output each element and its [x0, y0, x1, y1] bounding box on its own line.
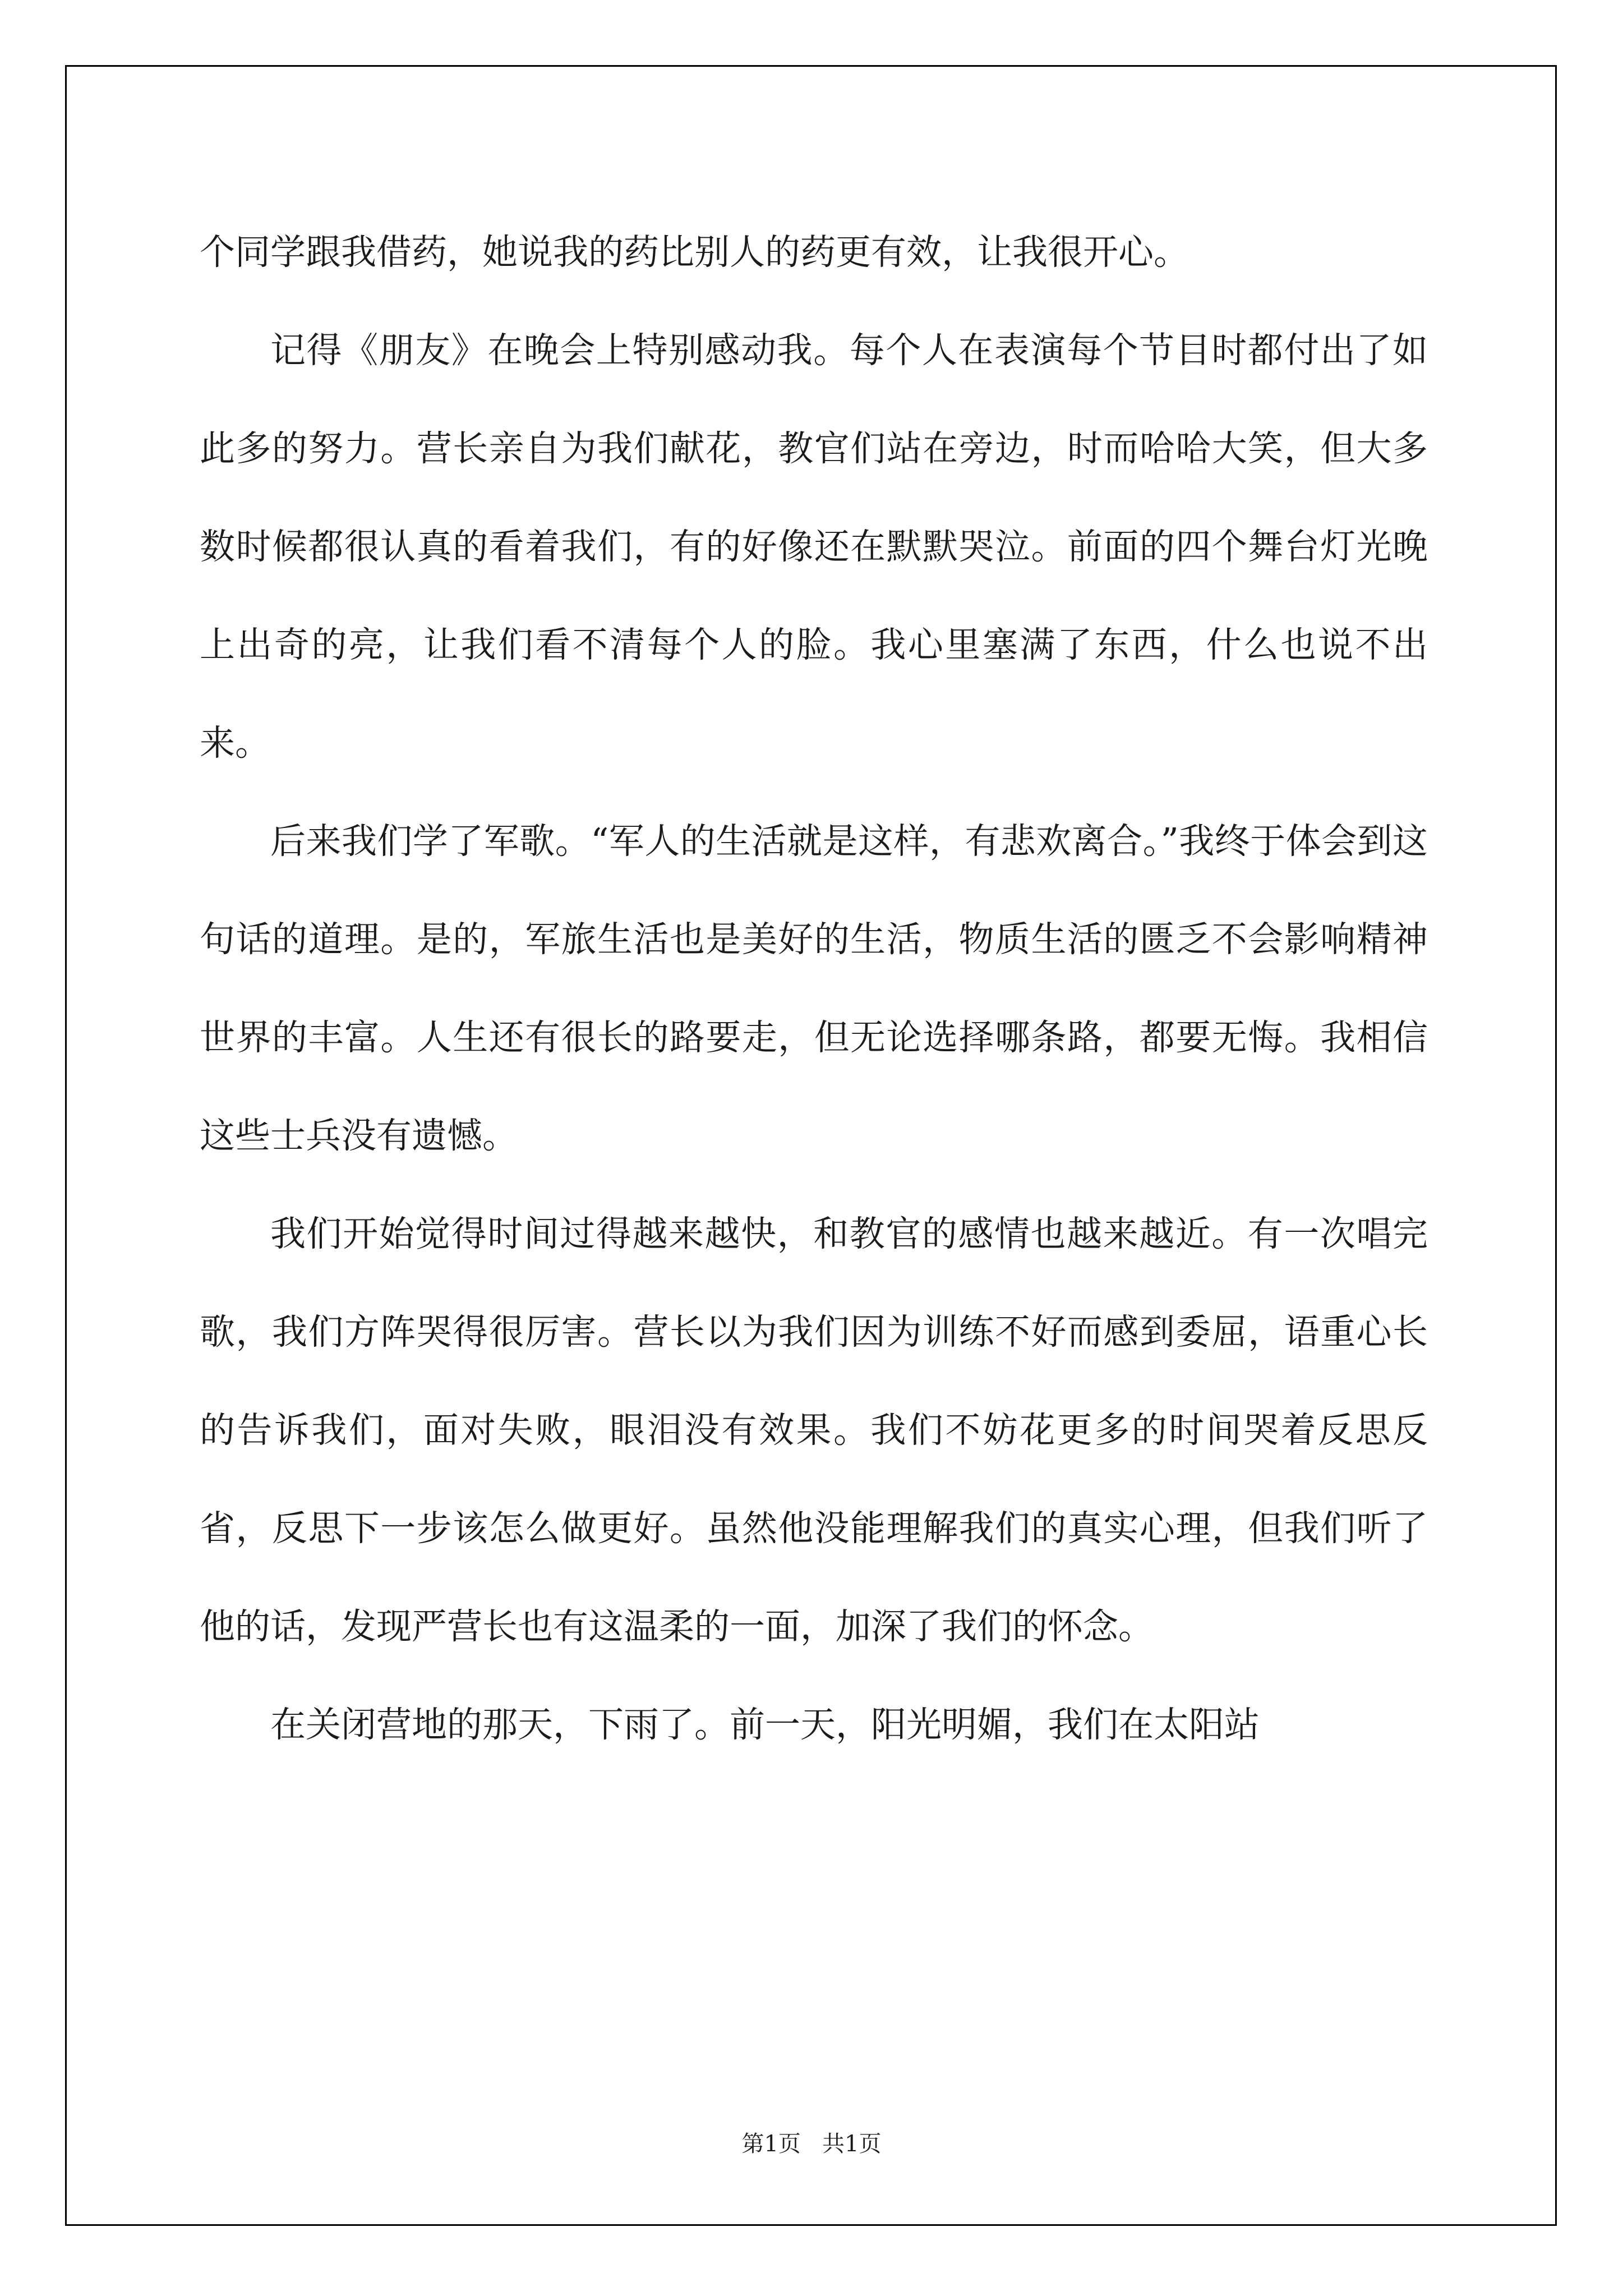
- page-footer: 第1页 共1页: [741, 2131, 882, 2157]
- paragraph-4: 我们开始觉得时间过得越来越快，和教官的感情也越来越近。有一次唱完歌，我们方阵哭得很厉害。营长以为我们因为训练不好而感到委屈，语重心长的告诉我们，面对失败，眼泪没有效果。我们不妨花更多的时间哭着反思反省，反思下一步该怎么做更好。虽然他没能理解我们的真实心理，但我们听了他的话，发现严营长也有这温柔的一面，加深了我们的怀念。: [200, 1213, 1428, 1647]
- paragraph-3: 后来我们学了军歌。“军人的生活就是这样，有悲欢离合。”我终于体会到这句话的道理。是的，军旅生活也是美好的生活，物质生活的匮乏不会影响精神世界的丰富。人生还有很长的路要走，但无论选择哪条路，都要无悔。我相信这些士兵没有遗憾。: [200, 821, 1428, 1156]
- paragraph-1: 个同学跟我借药，她说我的药比别人的药更有效，让我很开心。: [200, 232, 1189, 273]
- document-body: [200, 203, 1428, 1774]
- paragraph-5: 在关闭营地的那天，下雨了。前一天，阳光明媚，我们在太阳站: [270, 1704, 1260, 1745]
- paragraph-2: 记得《朋友》在晚会上特别感动我。每个人在表演每个节目时都付出了如此多的努力。营长亲自为我们献花，教官们站在旁边，时而哈哈大笑，但大多数时候都很认真的看着我们，有的好像还在默默哭泣。前面的四个舞台灯光晚上出奇的亮，让我们看不清每个人的脸。我心里塞满了东西，什么也说不出来。: [200, 330, 1428, 763]
